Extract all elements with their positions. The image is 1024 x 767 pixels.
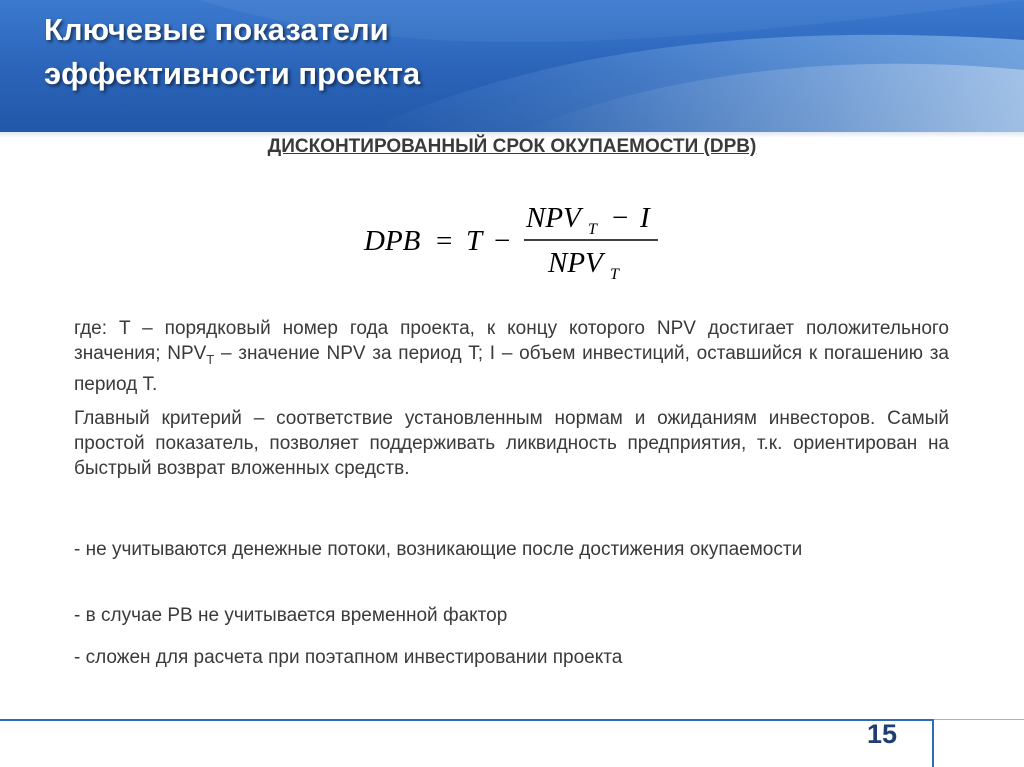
- formula-equals: =: [436, 225, 453, 257]
- dpb-formula: [0, 196, 1024, 286]
- formula-t: T: [466, 225, 483, 257]
- formula-numerator-npv: NPV: [526, 202, 581, 234]
- definition-paragraph: [74, 316, 949, 397]
- slide-title-line-2: эффективности проекта: [44, 56, 421, 91]
- formula-numerator-i: I: [640, 202, 650, 234]
- definition-npv-subscript: T: [206, 351, 215, 367]
- formula-minus: −: [494, 225, 511, 257]
- footer-divider: [932, 719, 934, 767]
- formula-numerator-minus: −: [612, 202, 629, 234]
- page-number: 15: [866, 719, 898, 749]
- slide-title: [44, 8, 420, 96]
- definition-text-b: – значение NPV за период T; I – объем инвестиций, оставшийся к погашению за период T.: [74, 343, 949, 395]
- slide-header: [0, 0, 1024, 132]
- formula-denominator-sub: T: [610, 266, 619, 283]
- section-subtitle: ДИСКОНТИРОВАННЫЙ СРОК ОКУПАЕМОСТИ (DPB): [267, 136, 757, 157]
- footer-rule-right: [934, 719, 1024, 720]
- formula-lhs: DPB: [364, 225, 421, 257]
- bullet-item-1: - не учитываются денежные потоки, возникающие после достижения окупаемости: [74, 539, 803, 560]
- formula-denominator-npv: NPV: [548, 247, 603, 279]
- footer-rule: [0, 719, 932, 721]
- definition-text-a: где: T – порядковый номер года проекта, к концу которого NPV достигает положительного значения; NPV: [74, 318, 949, 364]
- criterion-paragraph: Главный критерий – соответствие установленным нормам и ожиданиям инвесторов. Самый простой показатель, позволяет поддерживать ликвидность предприятия, т.к. ориентирован на быстрый возврат вложенных средств.: [74, 408, 949, 479]
- formula-numerator-sub: T: [588, 221, 597, 238]
- slide-title-line-1: Ключевые показатели: [44, 12, 389, 47]
- bullet-item-2: - в случае PB не учитывается временной фактор: [74, 605, 508, 626]
- bullet-item-3: - сложен для расчета при поэтапном инвестировании проекта: [74, 647, 623, 668]
